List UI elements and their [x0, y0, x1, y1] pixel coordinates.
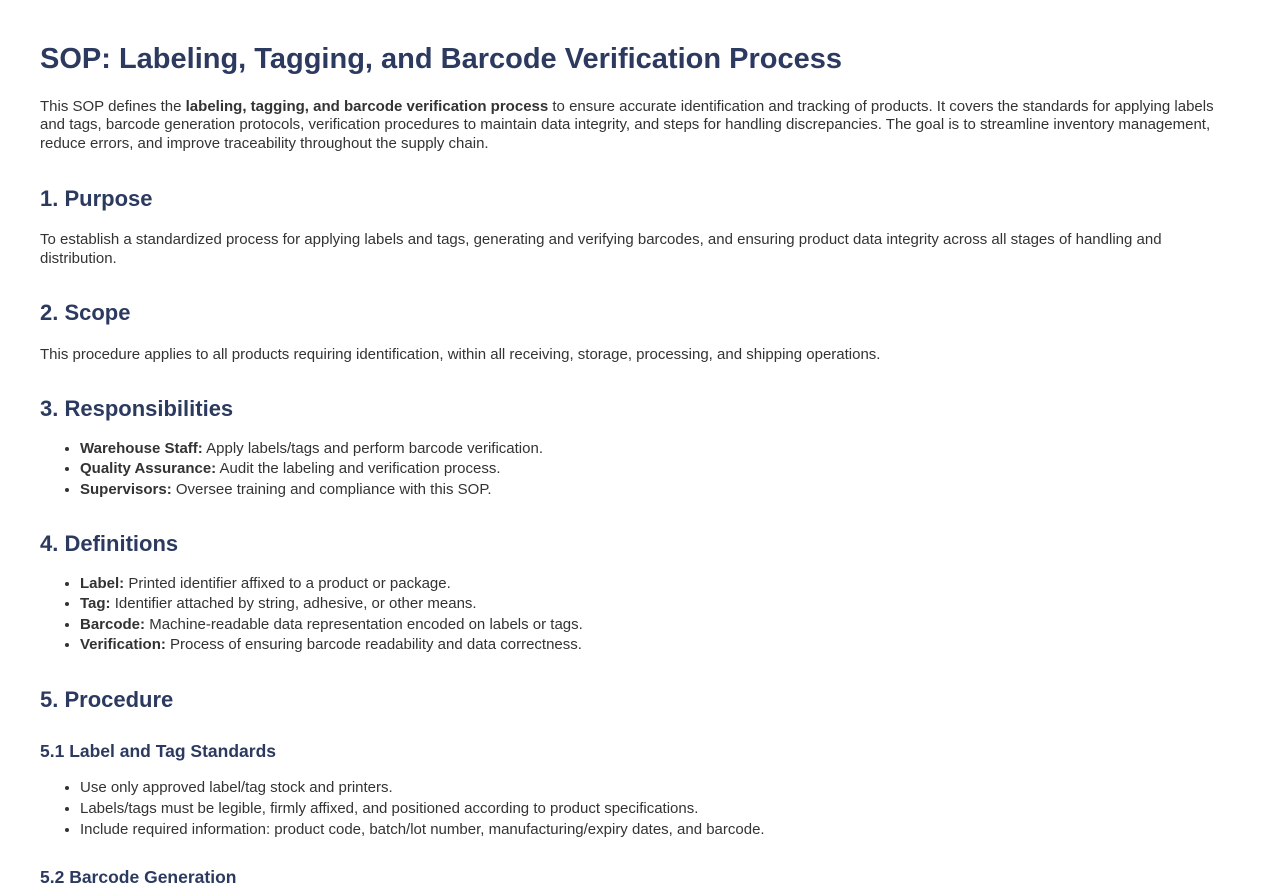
list-item-text: Labels/tags must be legible, firmly affixed, and positioned according to product specifications. [80, 800, 699, 818]
label-tag-standards-list [40, 779, 1223, 839]
section-heading-scope: 2. Scope [40, 300, 131, 326]
list-item-verification [80, 636, 1223, 655]
list-item-quality-assurance [80, 460, 1223, 479]
list-item-term: Barcode: [80, 615, 146, 633]
list-item-text: Include required information: product code, batch/lot number, manufacturing/expiry dates, and barcode. [80, 820, 765, 838]
list-item-term: Warehouse Staff: [80, 439, 203, 457]
section-heading-definitions: 4. Definitions [40, 531, 179, 557]
intro-text-after: to ensure accurate identification and tracking of products. It covers the standards for applying labels and tags, barcode generation protocols, verification procedures to maintain data integrity, and steps for handling discrepancies. The goal is to streamline inventory management, reduce errors, and improve traceability throughout the supply chain. [40, 97, 1214, 152]
list-item-text: Machine-readable data representation encoded on labels or tags. [145, 615, 583, 633]
list-item-text: Identifier attached by string, adhesive, or other means. [110, 595, 477, 613]
section-paragraph-scope: This procedure applies to all products requiring identification, within all receiving, storage, processing, and shipping operations. [40, 345, 881, 363]
list-item-text: Use only approved label/tag stock and printers. [80, 779, 393, 797]
list-item-text: Oversee training and compliance with this SOP. [171, 480, 492, 498]
list-item-term: Quality Assurance: [80, 460, 217, 478]
list-item-warehouse-staff [80, 440, 1223, 459]
list-item-approved-stock [80, 779, 1223, 798]
subsection-heading-barcode-generation: 5.2 Barcode Generation [40, 867, 237, 888]
definitions-list [40, 575, 1223, 655]
section-paragraph-purpose: To establish a standardized process for applying labels and tags, generating and verifying barcodes, and ensuring product data integrity across all stages of handling and distribution. [40, 230, 1162, 267]
list-item-term: Label: [80, 574, 125, 592]
intro-paragraph [40, 98, 1223, 154]
list-item-text: Apply labels/tags and perform barcode verification. [202, 439, 543, 457]
responsibilities-list [40, 440, 1223, 500]
list-item-term: Supervisors: [80, 480, 172, 498]
document-title: SOP: Labeling, Tagging, and Barcode Verification Process [40, 43, 842, 75]
list-item-label [80, 575, 1223, 594]
list-item-required-information [80, 821, 1223, 840]
list-item-text: Process of ensuring barcode readability and data correctness. [165, 636, 582, 654]
list-item-legible-affixed [80, 800, 1223, 819]
list-item-supervisors [80, 481, 1223, 500]
intro-text-before: This SOP defines the [40, 97, 186, 115]
subsection-heading-label-tag-standards: 5.1 Label and Tag Standards [40, 741, 276, 762]
section-heading-responsibilities: 3. Responsibilities [40, 396, 234, 422]
list-item-term: Tag: [80, 595, 111, 613]
intro-bold-phrase: labeling, tagging, and barcode verification process [185, 97, 549, 115]
section-heading-procedure: 5. Procedure [40, 687, 174, 713]
list-item-tag [80, 595, 1223, 614]
list-item-barcode [80, 616, 1223, 635]
list-item-text: Audit the labeling and verification process. [216, 460, 501, 478]
list-item-text: Printed identifier affixed to a product or package. [124, 574, 451, 592]
section-heading-purpose: 1. Purpose [40, 185, 153, 211]
list-item-term: Verification: [80, 636, 166, 654]
